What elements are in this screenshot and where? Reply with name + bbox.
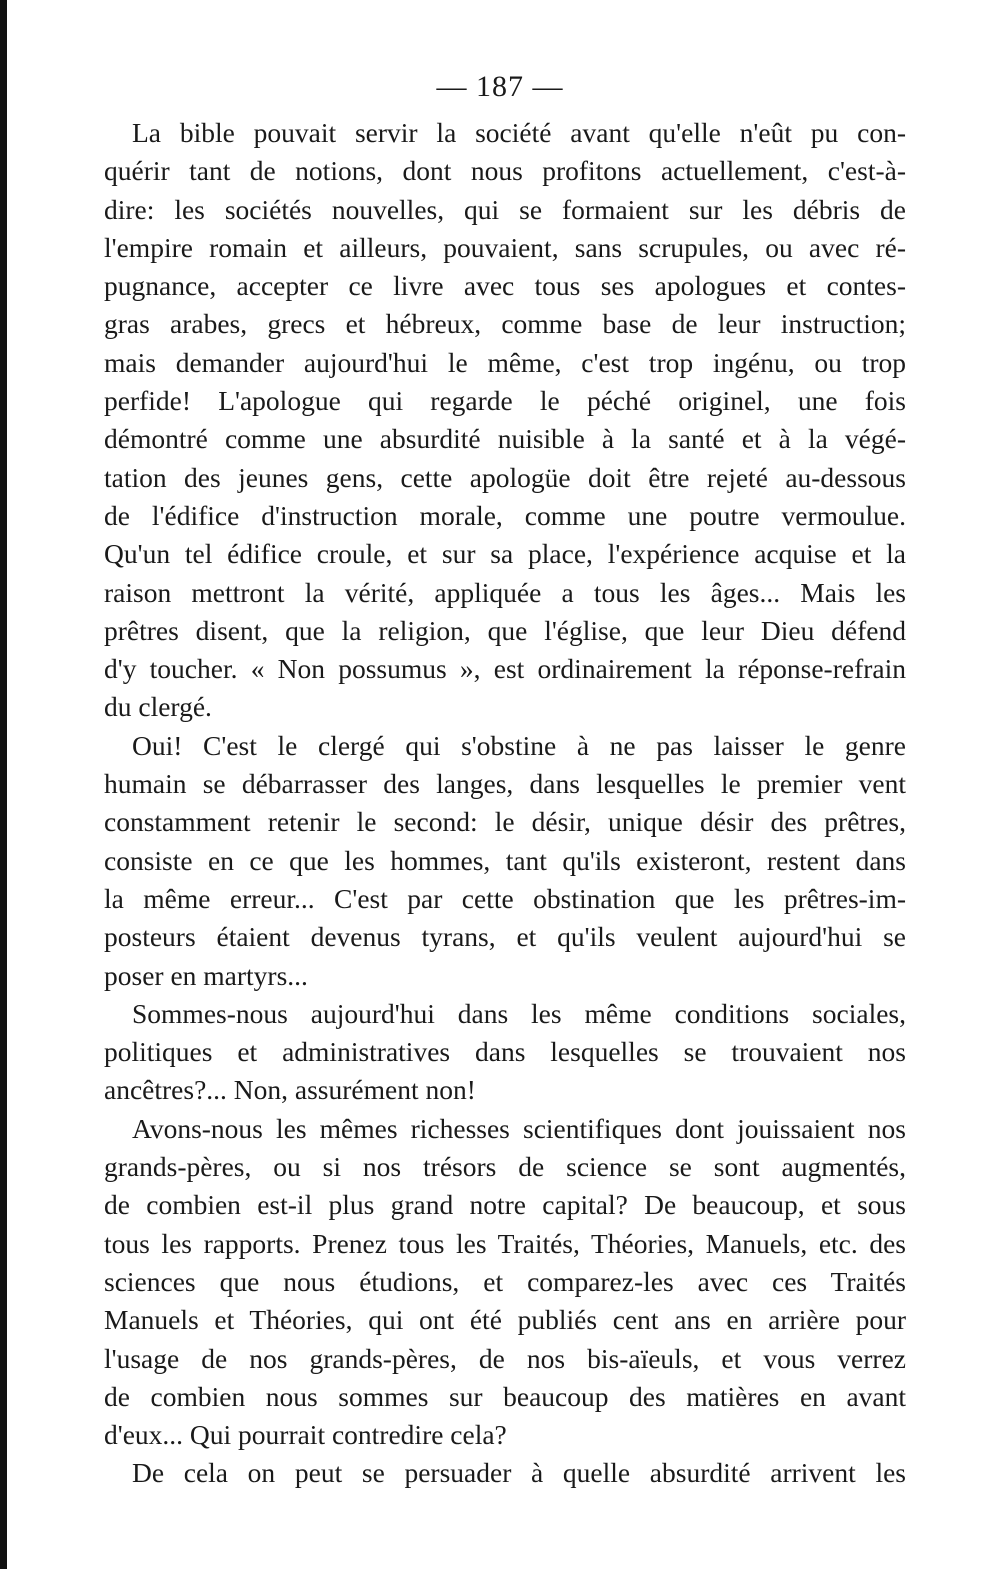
text-line: la même erreur... C'est par cette obstination que les prêtres-im- (104, 882, 906, 914)
text-line: dire: les sociétés nouvelles, qui se formaient sur les débris de (104, 193, 906, 225)
text-line: tation des jeunes gens, cette apologüe doit être rejeté au-dessous (104, 461, 906, 493)
text-line: politiques et administratives dans lesquelles se trouvaient nos (104, 1036, 906, 1068)
text-line: d'eux... Qui pourrait contredire cela? (104, 1419, 507, 1451)
text-line: gras arabes, grecs et hébreux, comme base de leur instruction; (104, 308, 906, 340)
text-line: posteurs étaient devenus tyrans, et qu'ils veulent aujourd'hui se (104, 921, 906, 953)
text-line: humain se débarrasser des langes, dans lesquelles le premier vent (104, 768, 906, 800)
text-line: La bible pouvait servir la société avant qu'elle n'eût pu con- (132, 117, 906, 148)
text-line: grands-pères, ou si nos trésors de science se sont augmentés, (104, 1151, 906, 1183)
text-line: raison mettront la vérité, appliquée a tous les âges... Mais les (104, 576, 906, 608)
body-text (104, 114, 906, 1493)
text-line: constamment retenir le second: le désir, unique désir des prêtres, (104, 806, 906, 838)
text-line: d'y toucher. « Non possumus », est ordinairement la réponse-refrain (104, 653, 906, 685)
text-line: consiste en ce que les hommes, tant qu'ils existeront, restent dans (104, 844, 906, 876)
text-line: poser en martyrs... (104, 959, 308, 991)
text-line: tous les rapports. Prenez tous les Traités, Théories, Manuels, etc. des (104, 1227, 906, 1259)
text-line: Qu'un tel édifice croule, et sur sa place, l'expérience acquise et la (104, 538, 906, 570)
text-line: de l'édifice d'instruction morale, comme une poutre vermoulue. (104, 499, 906, 531)
text-line: sciences que nous étudions, et comparez-les avec ces Traités (104, 1265, 906, 1297)
text-line: l'empire romain et ailleurs, pouvaient, sans scrupules, ou avec ré- (104, 231, 906, 263)
page-number: — 187 — (436, 70, 564, 103)
text-line: pugnance, accepter ce livre avec tous ses apologues et contes- (104, 270, 906, 302)
text-line: quérir tant de notions, dont nous profitons actuellement, c'est-à- (104, 155, 906, 187)
paragraph-4 (104, 1110, 906, 1455)
text-line: de combien est-il plus grand notre capital? De beaucoup, et sous (104, 1189, 906, 1221)
text-line: ancêtres?... Non, assurément non! (104, 1074, 476, 1106)
text-line: l'usage de nos grands-pères, de nos bis-aïeuls, et vous verrez (104, 1342, 906, 1374)
paragraph-1 (104, 114, 906, 727)
text-line: Sommes-nous aujourd'hui dans les même conditions sociales, (132, 997, 906, 1029)
text-line: démontré comme une absurdité nuisible à la santé et à la végé- (104, 423, 906, 455)
text-line: Manuels et Théories, qui ont été publiés cent ans en arrière pour (104, 1304, 906, 1336)
paragraph-2 (104, 727, 906, 995)
text-line: du clergé. (104, 691, 212, 723)
text-line: prêtres disent, que la religion, que l'église, que leur Dieu défend (104, 614, 906, 646)
text-line: de combien nous sommes sur beaucoup des matières en avant (104, 1380, 906, 1412)
page-binding-edge (0, 0, 7, 1569)
text-line: Oui! C'est le clergé qui s'obstine à ne pas laisser le genre (132, 729, 906, 761)
paragraph-3 (104, 995, 906, 1110)
text-line: Avons-nous les mêmes richesses scientifiques dont jouissaient nos (132, 1112, 906, 1144)
text-line: De cela on peut se persuader à quelle absurdité arrivent les (132, 1457, 906, 1489)
paragraph-5 (104, 1454, 906, 1492)
text-line: mais demander aujourd'hui le même, c'est trop ingénu, ou trop (104, 346, 906, 378)
text-line: perfide! L'apologue qui regarde le péché originel, une fois (104, 385, 906, 417)
